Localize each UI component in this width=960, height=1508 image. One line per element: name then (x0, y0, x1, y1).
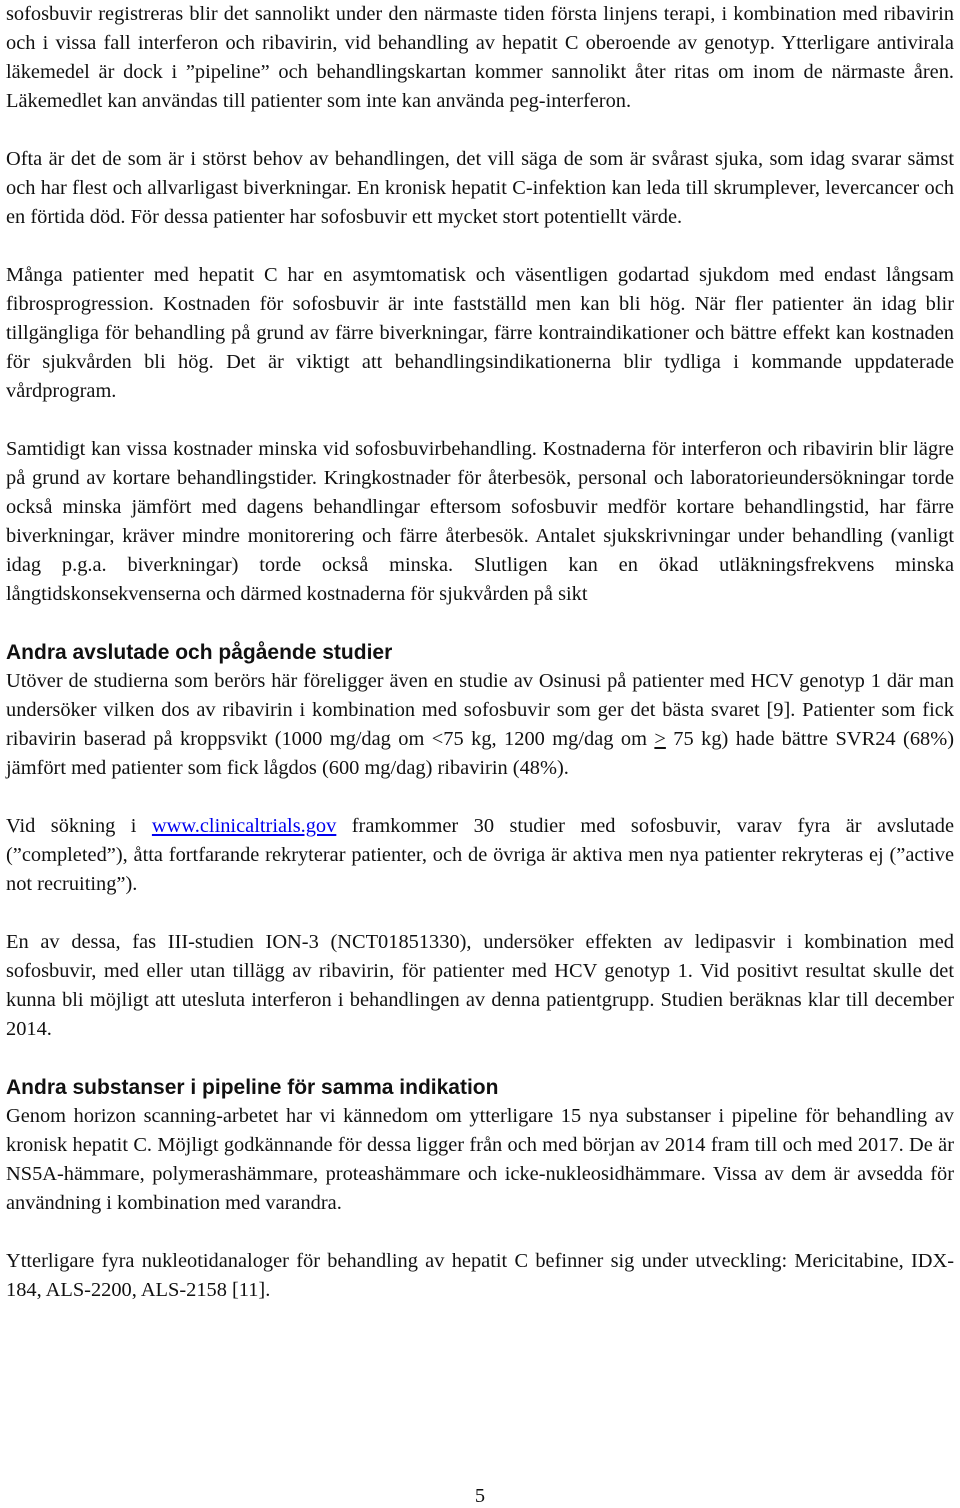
paragraph-cost-savings: Samtidigt kan vissa kostnader minska vid sofosbuvirbehandling. Kostnaderna för interferon och ribavirin blir lägre på grund av kortare behandlingstider. Kringkostnader för återbesök, personal och laboratorieundersökningar torde också minska jämfört med dagens behandlingar eftersom sofosbuvir medför kortare behandlingstid, har färre biverkningar, kräver mindre monitorering och färre återbesök. Antalet sjukskrivningar under behandling (vanligt idag p.g.a. biverkningar) torde också minska. Slutligen kan en ökad utläkningsfrekvens minska långtidskonsekvenserna och därmed kostnaderna för sjukvården på sikt (6, 438, 954, 605)
paragraph-horizon-scanning: Genom horizon scanning-arbetet har vi kännedom om ytterligare 15 nya substanser i pipeline för behandling av kronisk hepatit C. Möjligt godkännande för dessa ligger från och med början av 2014 fram till och med 2017. De är NS5A-hämmare, polymerashämmare, proteashämmare och icke-nukleosidhämmare. Vissa av dem är avsedda för användning i kombination med varandra. (6, 1105, 954, 1214)
paragraph-nucleotide-analogues: Ytterligare fyra nukleotidanaloger för behandling av hepatit C befinner sig under utveckling: Mericitabine, IDX-184, ALS-2200, ALS-2158 [11]. (6, 1250, 954, 1301)
heading-other-substances: Andra substanser i pipeline för samma indikation (6, 1076, 499, 1099)
page-number: 5 (474, 1485, 486, 1507)
paragraph-greatest-need: Ofta är det de som är i störst behov av behandlingen, det vill säga de som är svårast sjuka, som idag svarar sämst och har flest och allvarligast biverkningar. En kronisk hepatit C-infektion kan leda till skrumplever, levercancer och en förtida död. För dessa patienter har sofosbuvir ett mycket stort potentiellt värde. (6, 148, 954, 228)
paragraph-osinusi-study (6, 667, 954, 783)
paragraph-clinicaltrials-text-b: framkommer 30 studier med sofosbuvir, varav fyra är avslutade (”completed”), åtta fortfarande rekryterar patienter, och de övriga är aktiva men nya patienter rekryteras ej (”active not recruiting”). (6, 815, 954, 895)
document-page (6, 0, 954, 1305)
paragraph-sofosbuvir-first-line: sofosbuvir registreras blir det sannolikt under den närmaste tiden första linjens terapi, i kombination med ribavirin och i vissa fall interferon och ribavirin, vid behandling av hepatit C oberoende av genotyp. Ytterligare antivirala läkemedel är dock i ”pipeline” och behandlingskartan kommer sannolikt åter ritas om inom de närmaste åren. Läkemedlet kan användas till patienter som inte kan använda peg-interferon. (6, 3, 954, 112)
heading-other-studies: Andra avslutade och pågående studier (6, 641, 393, 664)
paragraph-osinusi-text-b: 75 kg) hade bättre SVR24 (68%) jämfört med patienter som fick lågdos (600 mg/dag) ribavirin (48%). (6, 728, 954, 779)
paragraph-cost: Många patienter med hepatit C har en asymtomatisk och väsentligen godartad sjukdom med endast långsam fibrosprogression. Kostnaden för sofosbuvir är inte fastställd men kan bli hög. När fler patienter än idag blir tillgängliga för behandling på grund av färre biverkningar, färre kontraindikationer och bättre effekt kan kostnaden för sjukvården bli hög. Det är viktigt att behandlingsindikationerna blir tydliga i kommande uppdaterade vårdprogram. (6, 264, 954, 402)
paragraph-ion3-study: En av dessa, fas III-studien ION-3 (NCT01851330), undersöker effekten av ledipasvir i kombination med sofosbuvir, med eller utan tillägg av ribavirin, för patienter med HCV genotyp 1. Vid positivt resultat skulle det kunna bli möjligt att utesluta interferon i behandlingen av denna patientgrupp. Studien beräknas klar till december 2014. (6, 931, 954, 1040)
greater-equal-symbol: > (654, 728, 666, 750)
paragraph-clinicaltrials-text-a: Vid sökning i (6, 815, 152, 837)
paragraph-clinicaltrials (6, 812, 954, 899)
paragraph-osinusi-text-a: Utöver de studierna som berörs här föreligger även en studie av Osinusi på patienter med HCV genotyp 1 där man undersöker vilken dos av ribavirin i kombination med sofosbuvir som ger det bästa svaret [9]. Patienter som fick ribavirin baserad på kroppsvikt (1000 mg/dag om <75 kg, 1200 mg/dag om (6, 670, 954, 750)
clinicaltrials-link[interactable]: www.clinicaltrials.gov (151, 815, 337, 837)
